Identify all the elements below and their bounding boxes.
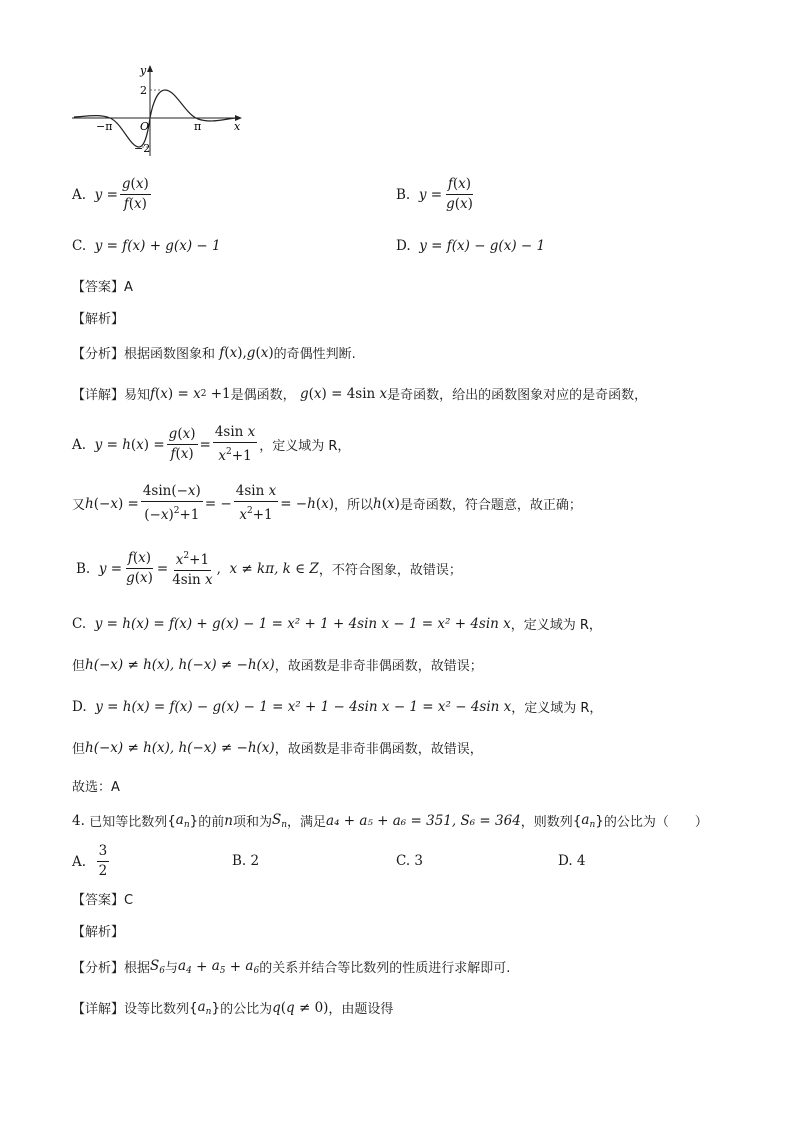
q4-option-d: D. 4 <box>558 853 586 869</box>
q3-option-d-expr: y = f(x) − g(x) − 1 <box>419 238 546 254</box>
q3-option-a: A. y = $\frac{g(x)}{f(x)}$ <box>72 176 149 212</box>
q3-option-b: B. y = $\frac{f(x)}{g(x)}$ <box>396 176 473 212</box>
q3-xiangjie: 【详解】易知 f ( x ) = x 2 +1 是偶函数， g ( x ) = 4sin x 是奇函数，给出的函数图象对应的是奇函数， <box>72 385 648 403</box>
q4-option-a: A. $\frac{3}{2}$ <box>72 843 108 879</box>
q4-condition: a₄ + a₅ + a₆ = 351, S₆ = 364 <box>326 812 521 829</box>
q3-option-a-label: A. <box>72 186 87 203</box>
q3-choose: 故选：A <box>72 780 120 795</box>
q3-line-d2: 但 h(−x) ≠ h(x), h(−x) ≠ −h(x) ，故函数是非奇非偶函数，故错误， <box>72 739 483 757</box>
q4-stem: 4. 已知等比数列 { $a_n$ } 的前 n 项和为 $S_n$ ，满足 a₄ + a₅ + a₆ = 351, S₆ = 364 ，则数列 { $a_n$ } 的公比为（ ） <box>72 811 708 830</box>
q3-line-d: D. y = h(x) = f(x) − g(x) − 1 = x² + 1 − 4sin x − 1 = x² − 4sin x ，定义域为 R， <box>72 698 603 716</box>
q4-option-b: B. 2 <box>232 853 260 869</box>
q3-option-c: C. y = f(x) + g(x) − 1 <box>72 238 221 254</box>
origin-label: O <box>140 120 150 133</box>
tick-label-pi: π <box>194 120 202 133</box>
q4-jiexi: 【解析】 <box>72 925 125 940</box>
q3-line-b-cond: x ≠ kπ, k ∈ Z <box>229 560 319 577</box>
q3-line-a2: 又 h (− x ) = $\frac{4\sin(-x)}{(-x)^2+1}$ = − $\frac{\text{4sin x}}{x^2+1}$ = − h ( x ) ，所以 h ( x ) 是奇函数，符合题意，故正确； <box>72 483 582 523</box>
q3-answer: 【答案】A <box>72 280 133 295</box>
q4-answer: 【答案】C <box>72 893 134 908</box>
y-axis-label: y <box>140 64 147 77</box>
q3-line-c: C. y = h(x) = f(x) + g(x) − 1 = x² + 1 + 4sin x − 1 = x² + 4sin x ，定义域为 R， <box>72 615 602 633</box>
tick-label-2: 2 <box>140 84 147 97</box>
tick-label-neg2: −2 <box>134 142 151 155</box>
q3-line-b: B. y = $\frac{f(x)}{g(x)}$ = $\frac{x^2+1}{\text{4sin x}}$ , x ≠ kπ, k ∈ Z ，不符合图象，故错误； <box>76 550 462 588</box>
q4-xiangjie: 【详解】设等比数列 { $a_n$ } 的公比为 q ( q ≠ 0) ，由题设得 <box>72 998 394 1017</box>
q3-line-a: A. y = h ( x ) = $\frac{g(x)}{f(x)}$ = $\frac{\text{4sin x}}{x^2+1}$ ，定义域为 R， <box>72 424 351 464</box>
q3-option-d: D. y = f(x) − g(x) − 1 <box>396 238 546 254</box>
q3-jiexi: 【解析】 <box>72 312 125 327</box>
q4-fenxi: 【分析】根据 $S_6$ 与 $a_4$ + $a_5$ + $a_6$ 的关系并结合等比数列的性质进行求解即可. <box>72 957 511 976</box>
tick-label-neg-pi: −π <box>96 120 113 133</box>
function-graph <box>70 62 250 158</box>
q4-option-c: C. 3 <box>396 853 424 869</box>
q3-line-c2: 但 h(−x) ≠ h(x), h(−x) ≠ −h(x) ，故函数是非奇非偶函数，故错误； <box>72 656 483 674</box>
q3-fenxi: 【分析】根据函数图象和 f ( x ), g ( x ) 的奇偶性判断. <box>72 344 356 362</box>
y-axis-arrow <box>147 65 153 72</box>
x-axis-label: x <box>234 120 241 133</box>
q3-option-c-expr: y = f(x) + g(x) − 1 <box>94 238 221 254</box>
q3-option-b-label: B. <box>396 186 411 203</box>
